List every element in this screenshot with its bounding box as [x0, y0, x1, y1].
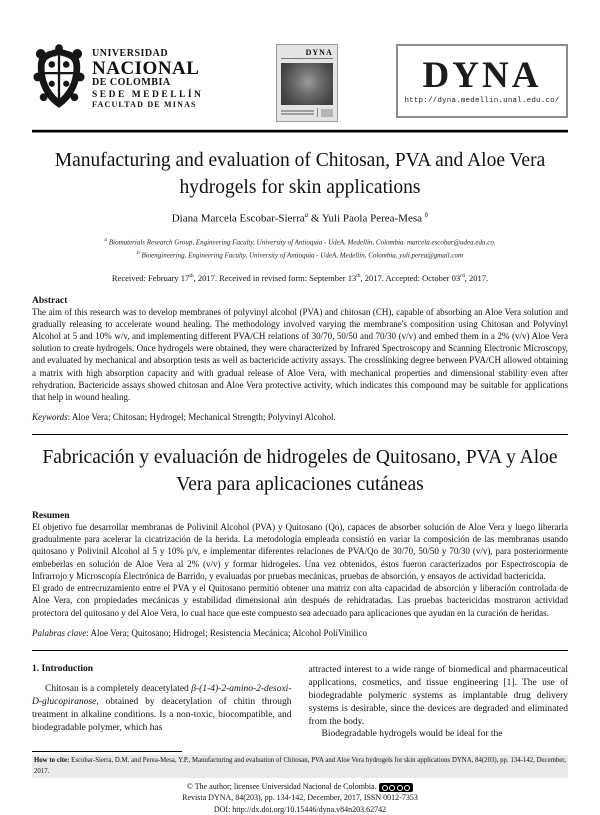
journal-cover-thumbnail	[276, 44, 338, 122]
right-paragraph-2: Biodegradable hydrogels would be ideal for the	[321, 729, 503, 740]
received-sup: rd	[460, 272, 465, 279]
dyna-logo: DYNA	[422, 55, 542, 96]
journal-url[interactable]: http://dyna.medellin.unal.edu.co/	[404, 97, 560, 105]
author-2-sup: b	[424, 210, 429, 219]
doi-line[interactable]: DOI: http://dx.doi.org/10.15446/dyna.v84n203.62742	[213, 804, 387, 814]
abstract-text: The aim of this research was to develop membranes of polyvinyl alcohol (PVA) and chitosan (CH), capable of absorbing an Aloe Vera solution and gradually releasing to accelerate wound healing. The methodology involved varying the membrane's composition using Chitosan and Polyvinyl Alcohol at 5 and 10% w/v, and implementing different PVA/CH relations of 30/70, 50/50 and 70/30 (v/v) and embed them in a 2% (v/v) Aloe Vera solution to create hydrogels. Once hydrogels were obtained, they were characterized by Infrared Spectroscopy and Scanning Electronic Microscopy, and evaluated by mechanical and absorption tests as well as bactericide activity assays. The crosslinking degree between PVA/CH allowed obtaining a matrix with high absorption capacity and with gradual release of Aloe Vera, with mechanical properties and dimensional stability even after rehydration. Bactericide assays showed chitosan and Aloe Vera protective activity, which indicates this compound may be suitable for applications that help in wound healing.	[32, 306, 568, 403]
body-columns	[32, 664, 568, 741]
right-column	[309, 664, 569, 741]
revista-line: Revista DYNA, 84(203), pp. 134-142, December, 2017, ISSN 0012-7353	[182, 793, 418, 803]
author-1: Diana Marcela Escobar-Sierra	[171, 212, 305, 225]
introduction-paragraph	[32, 683, 292, 735]
journal-cover-title: DYNA	[281, 48, 333, 59]
unal-logo-block	[32, 44, 203, 110]
copyright-block	[32, 781, 568, 815]
university-name-main: NACIONAL	[92, 57, 200, 79]
dyna-logo-box	[396, 44, 568, 118]
footnote-rule	[32, 751, 182, 752]
author-2: Yuli Paola Perea-Mesa	[321, 212, 423, 225]
affiliation-2	[32, 249, 568, 262]
affiliation-1-sup: a	[104, 237, 108, 244]
how-to-cite	[32, 755, 568, 777]
received-dates	[32, 273, 568, 283]
university-name-top: UNIVERSIDAD	[92, 47, 169, 59]
author-1-sup: a	[304, 210, 309, 219]
how-to-cite-label: How to cite:	[34, 757, 72, 765]
affiliation-1	[32, 236, 568, 249]
journal-cover-image	[281, 63, 333, 105]
introduction-heading: 1. Introduction	[32, 663, 94, 674]
article-title-es: Fabricación y evaluación de hidrogeles de Quitosano, PVA y Aloe Vera para aplicaciones cutáneas	[42, 447, 558, 495]
university-campus: SEDE MEDELLÍN	[92, 90, 204, 101]
unal-crest-icon	[32, 44, 86, 110]
resumen-paragraph-2: El grado de entrecruzamiento entre el PVA y el Quitosano permitió obtener una matriz con alta capacidad de absorción y liberación controlada de Aloe Vera, con propiedades mecánicas y estabilidad dimensional aún después de rehidratadas. Las pruebas bactericidas mostraron actividad protectora del quitosano y del Aloe Vera, lo cual hace que este compuesto sea adecuado para aplicaciones que ayudan en la curación de heridas.	[32, 583, 568, 618]
received-text: , 2017. Accepted: October 03	[360, 272, 461, 283]
university-faculty: FACULTAD DE MINAS	[92, 100, 197, 110]
university-name-sub: DE COLOMBIA	[92, 77, 171, 89]
received-sup: th	[189, 272, 194, 279]
copyright-text: © The author; licensee Universidad Nacional de Colombia.	[186, 781, 377, 791]
authors-separator: &	[308, 212, 322, 225]
received-sup: th	[356, 272, 361, 279]
palabras-clave-line	[32, 628, 568, 638]
right-paragraph-1: attracted interest to a wide range of biomedical and pharmaceutical applications, cosmetics, and tissue engineering [1]. The use of biodegradable polymeric systems as implantable drug delivery systems is desirable, since the devices are degraded and eliminated from the body.	[308, 664, 568, 727]
resumen-section	[32, 511, 568, 619]
resumen-heading: Resumen	[32, 511, 70, 521]
copyright-line	[32, 781, 568, 793]
palabras-clave-label: Palabras clave	[32, 627, 87, 638]
affiliation-2-sup: b	[136, 249, 140, 256]
affiliation-1-text: Biomaterials Research Group, Engineering Faculty, University of Antioquia - UdeA, Medellín, Colombia. marcela.escobar@udea.edu.co.	[107, 238, 496, 247]
received-text: , 2017.	[464, 272, 489, 283]
left-column	[32, 664, 292, 741]
received-text: , 2017. Received in revised form: September 13	[193, 272, 357, 283]
abstract-section	[32, 296, 568, 404]
intro-chem-name: β-(1-4)-2-amino-2-desoxi-D-glucopiranose	[32, 683, 292, 707]
section-divider	[32, 650, 568, 651]
keywords-label: Keywords	[32, 412, 68, 423]
section-divider	[32, 434, 568, 435]
affiliations	[32, 236, 568, 261]
how-to-cite-text: Escobar-Sierra, D.M. and Perea-Mesa, Y.P., Manufacturing and evaluation of Chitosan, PVA and Aloe Vera hydrogels for skin applications DYNA, 84(203), pp. 134-142, December, 2017.	[34, 757, 566, 775]
article-title-en: Manufacturing and evaluation of Chitosan, PVA and Aloe Vera hydrogels for skin applications	[54, 150, 546, 198]
abstract-heading: Abstract	[32, 295, 68, 306]
palabras-clave-text: : Aloe Vera; Quitosano; Hidrogel; Resistencia Mecánica; Alcohol PoliVinilico	[86, 627, 367, 638]
header-rule	[32, 129, 568, 133]
resumen-paragraph-1: El objetivo fue desarrollar membranas de Polivinil Alcohol (PVA) y Quitosano (Qo), capaces de absorber solución de Aloe Vera y luego liberarla gradualmente para acelerar la cicatrización de la herida. La metodología empleada consistió en variar la composición de las membranas usando quitosano y Polivinil Alcohol al 5 y 10% p/v, e implementar diferentes relaciones de PVA/Qo de 30/70, 50/50 y 70/30 (v/v), para posteriormente embeberlas en solución de Aloe Vera al 2% (v/v) y formar hidrogeles. Una vez obtenidos, éstos fueron caracterizados por Espectroscopía de Infrarrojo y Microscopía Electrónica de Barrido, y evaluadas por pruebas mecánicas, pruebas de absorción, y ensayos de actividad bactericida.	[32, 522, 568, 581]
keywords-text: : Aloe Vera; Chitosan; Hydrogel; Mechanical Strength; Polyvinyl Alcohol.	[67, 412, 336, 423]
received-text: Received: February 17	[111, 272, 190, 283]
intro-text: , obtained by deacetylation of chitin through treatment in alkaline conditions. Is a non-toxic, biocompatible, and biodegradable polymer, which has	[32, 696, 292, 733]
creative-commons-icon	[379, 783, 414, 792]
authors-line	[32, 211, 568, 225]
journal-cover-footer	[281, 108, 333, 117]
affiliation-2-text: Bioengineering, Engineering Faculty, University of Antioquia - UdeA, Medellín, Colombia. yuli.perea@gmail.com	[139, 251, 464, 260]
intro-text: Chitosan is a completely deacetylated	[45, 683, 192, 694]
page-header	[32, 44, 568, 124]
keywords-line	[32, 412, 568, 422]
